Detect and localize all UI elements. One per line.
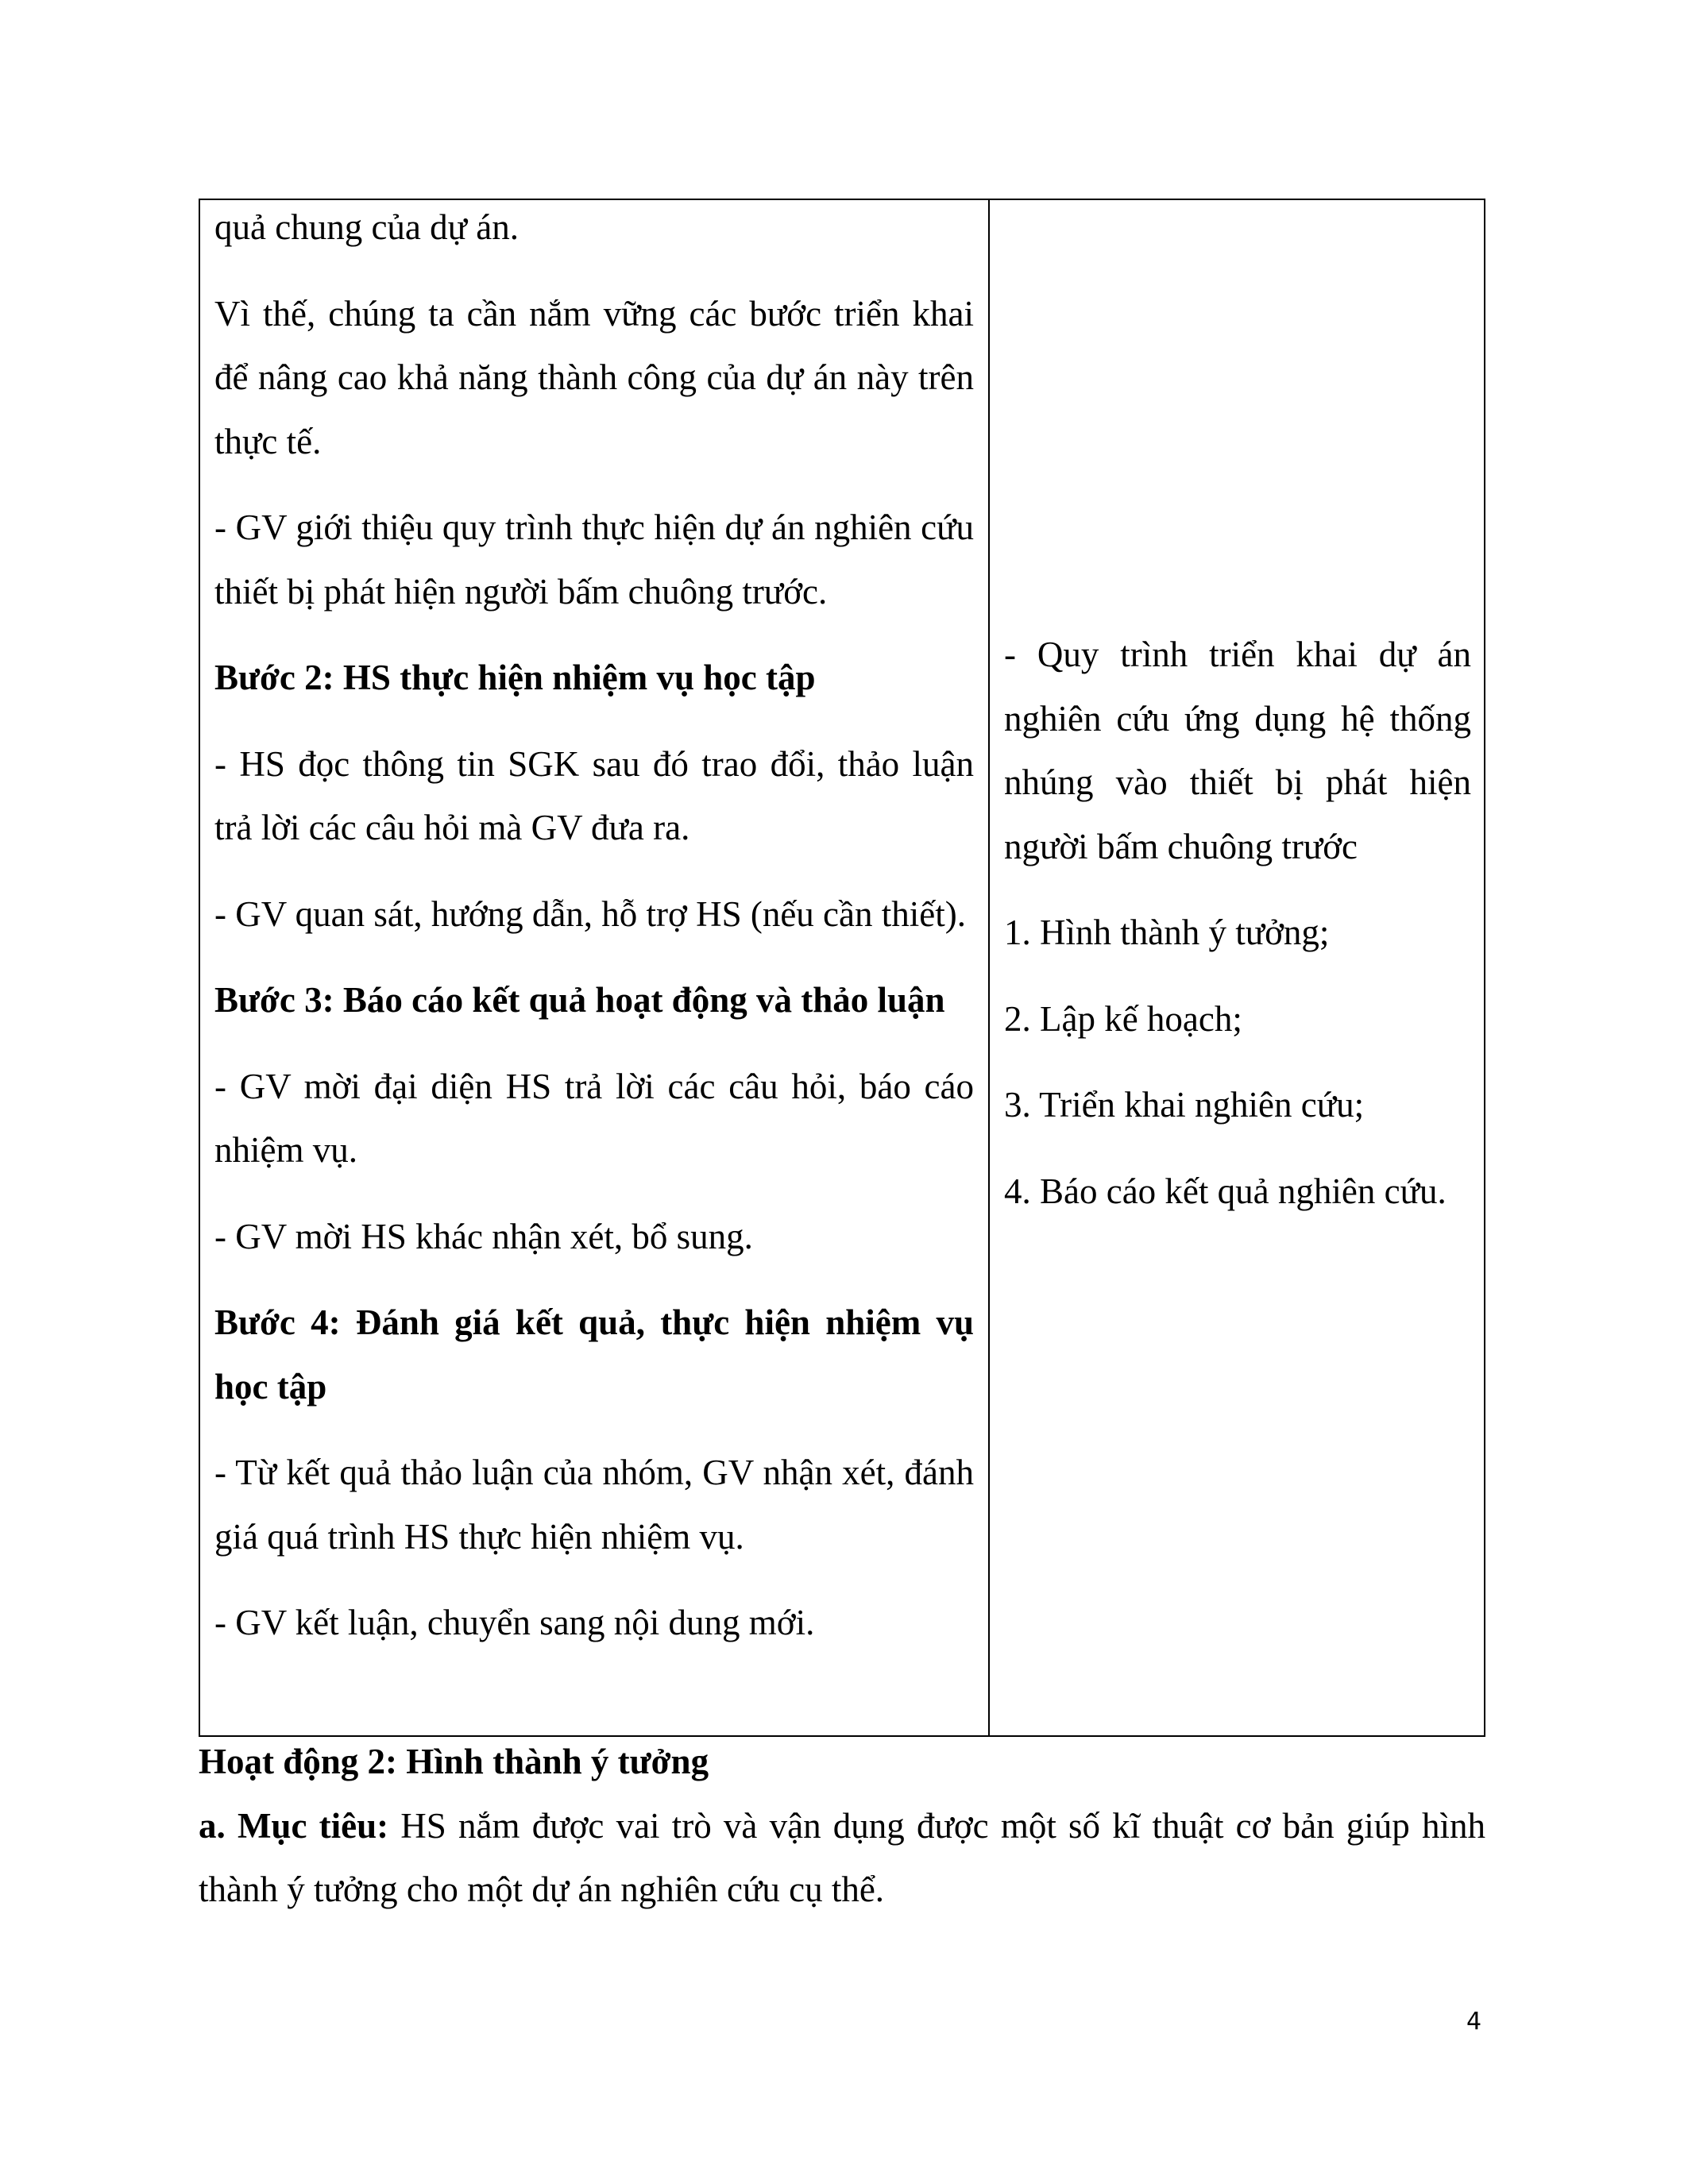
process-step: 1. Hình thành ý tưởng; <box>1004 913 1330 952</box>
paragraph: Vì thế, chúng ta cần nắm vững các bước triển khai để nâng cao khả năng thành công của dự án này trên thực tế. <box>214 293 974 461</box>
objective-paragraph <box>199 1794 1485 1922</box>
step-heading: Bước 3: Báo cáo kết quả hoạt động và thảo luận <box>214 980 945 1020</box>
paragraph: quả chung của dự án. <box>214 207 520 247</box>
paragraph: - GV mời đại diện HS trả lời các câu hỏi, báo cáo nhiệm vụ. <box>214 1066 974 1170</box>
column-divider <box>988 200 990 1735</box>
paragraph: - GV mời HS khác nhận xét, bổ sung. <box>214 1216 753 1256</box>
process-step: 2. Lập kế hoạch; <box>1004 998 1242 1039</box>
paragraph: - GV giới thiệu quy trình thực hiện dự án nghiên cứu thiết bị phát hiện người bấm chuông trước. <box>214 507 974 612</box>
expected-results-cell <box>1004 623 1471 1245</box>
paragraph: - GV kết luận, chuyển sang nội dung mới. <box>214 1603 815 1642</box>
activity-section <box>199 1730 1485 1922</box>
objective-text: HS nắm được vai trò và vận dụng được một số kĩ thuật cơ bản giúp hình thành ý tưởng cho một dự án nghiên cứu cụ thể. <box>199 1805 1485 1909</box>
step-heading: Bước 4: Đánh giá kết quả, thực hiện nhiệm vụ học tập <box>214 1302 974 1406</box>
lesson-table <box>199 199 1485 1737</box>
paragraph: - HS đọc thông tin SGK sau đó trao đổi, thảo luận trả lời các câu hỏi mà GV đưa ra. <box>214 743 974 847</box>
objective-label: a. Mục tiêu: <box>199 1805 389 1846</box>
process-step: 3. Triển khai nghiên cứu; <box>1004 1085 1365 1125</box>
paragraph: - GV quan sát, hướng dẫn, hỗ trợ HS (nếu cần thiết). <box>214 893 966 934</box>
section-heading: Hoạt động 2: Hình thành ý tưởng <box>199 1742 709 1781</box>
step-heading: Bước 2: HS thực hiện nhiệm vụ học tập <box>214 658 816 697</box>
paragraph: - Từ kết quả thảo luận của nhóm, GV nhận xét, đánh giá quá trình HS thực hiện nhiệm vụ. <box>214 1453 974 1557</box>
teacher-activities-cell <box>214 195 974 1677</box>
process-description: - Quy trình triển khai dự án nghiên cứu ứng dụng hệ thống nhúng vào thiết bị phát hiện người bấm chuông trước <box>1004 635 1471 866</box>
page-number: 4 <box>1466 2008 1482 2035</box>
process-step: 4. Báo cáo kết quả nghiên cứu. <box>1004 1171 1447 1211</box>
